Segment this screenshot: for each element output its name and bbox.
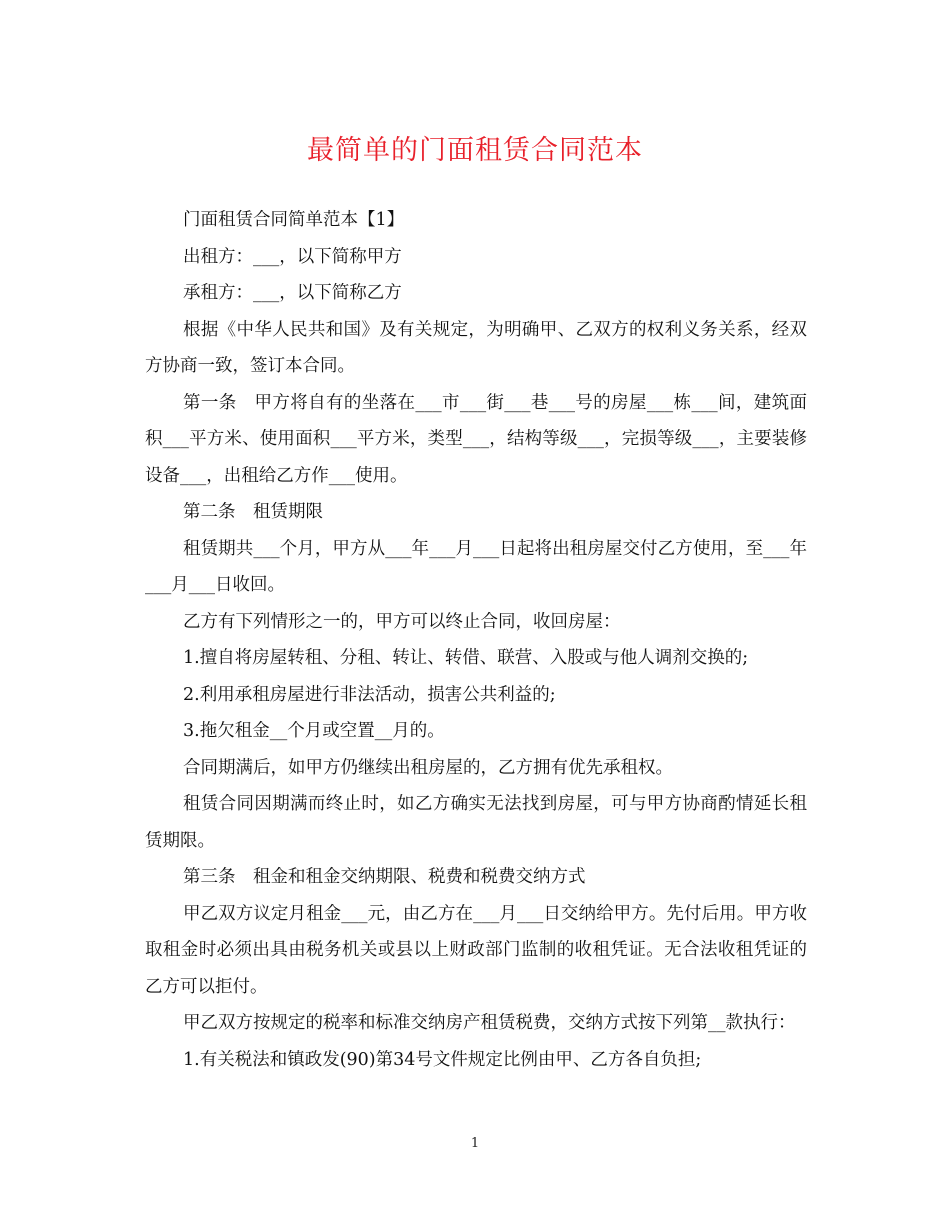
preamble-paragraph: 根据《中华人民共和国》及有关规定，为明确甲、乙双方的权利义务关系，经双方协商一致，签订本合同。: [145, 319, 807, 376]
article-1-paragraph: 第一条 甲方将自有的坐落在___市___街___巷___号的房屋___栋___间，建筑面积___平方米、使用面积___平方米，类型___，结构等级___，完损等级___，主要装修设备___，出租给乙方作___使用。: [145, 392, 807, 486]
extension-paragraph: 租赁合同因期满而终止时，如乙方确实无法找到房屋，可与甲方协商酌情延长租赁期限。: [145, 794, 807, 851]
lease-term-paragraph: 租赁期共___个月，甲方从___年___月___日起将出租房屋交付乙方使用，至___年___月___日收回。: [145, 538, 807, 595]
article-3-heading: 第三条 租金和租金交纳期限、税费和税费交纳方式: [183, 867, 586, 887]
page-number: 1: [470, 1136, 480, 1151]
lessor-line: 出租方：___，以下简称甲方: [183, 246, 402, 267]
document-body: [145, 202, 807, 1078]
tax-item-1: 1.有关税法和镇政发(90)第34号文件规定比例由甲、乙方各自负担;: [183, 1049, 702, 1070]
termination-intro-paragraph: 乙方有下列情形之一的，甲方可以终止合同，收回房屋：: [183, 611, 621, 632]
termination-item-1: 1.擅自将房屋转租、分租、转让、转借、联营、入股或与他人调剂交换的;: [183, 648, 749, 668]
renewal-priority-paragraph: 合同期满后，如甲方仍继续出租房屋的，乙方拥有优先承租权。: [183, 757, 673, 778]
section-heading: 门面租赁合同简单范本【1】: [183, 210, 405, 230]
termination-item-2: 2.利用承租房屋进行非法活动，损害公共利益的;: [183, 684, 556, 705]
termination-item-3: 3.拖欠租金__个月或空置__月的。: [183, 721, 445, 741]
tax-paragraph: 甲乙双方按规定的税率和标准交纳房产租赁税费，交纳方式按下列第__款执行：: [183, 1013, 796, 1033]
rent-payment-paragraph: 甲乙双方议定月租金___元，由乙方在___月___日交纳给甲方。先付后用。甲方收取租金时必须出具由税务机关或县以上财政部门监制的收租凭证。无合法收租凭证的乙方可以拒付。: [145, 903, 807, 997]
lessee-line: 承租方：___，以下简称乙方: [183, 283, 402, 303]
article-2-heading: 第二条 租赁期限: [183, 502, 323, 522]
document-title: 最简单的门面租赁合同范本: [307, 135, 643, 166]
